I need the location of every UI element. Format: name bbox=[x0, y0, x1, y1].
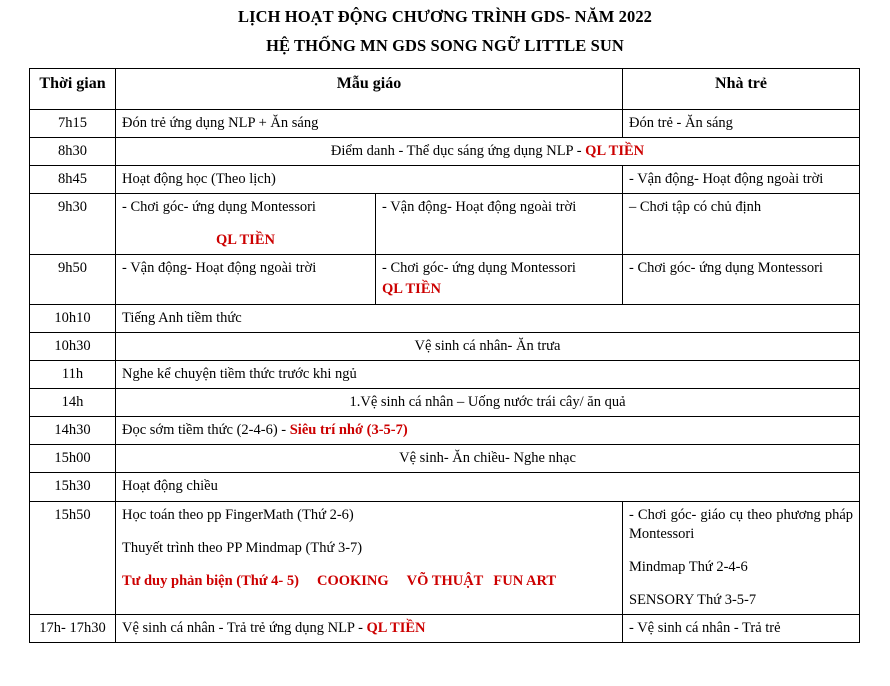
activity-text: Vệ sinh cá nhân - Trả trẻ ứng dụng NLP - bbox=[122, 620, 367, 636]
row-nursery-activity: - Vệ sinh cá nhân - Trả trẻ bbox=[623, 615, 860, 643]
row-preschool-activity bbox=[116, 615, 623, 643]
row-nursery-activity: – Chơi tập có chủ định bbox=[623, 194, 860, 254]
row-preschool-activity-b: - Vận động- Hoạt động ngoài trời bbox=[376, 194, 623, 254]
row-time-label: 9h50 bbox=[30, 254, 116, 304]
row-nursery-activity: Đón trẻ - Ăn sáng bbox=[623, 110, 860, 138]
highlight-part-3: VÕ THUẬT bbox=[406, 572, 484, 589]
row-preschool-activity: Đón trẻ ứng dụng NLP + Ăn sáng bbox=[116, 110, 623, 138]
table-row bbox=[30, 254, 860, 304]
row-nursery-activity: - Chơi góc- ứng dụng Montessori bbox=[623, 254, 860, 304]
page-title-secondary: HỆ THỐNG MN GDS SONG NGỮ LITTLE SUN bbox=[266, 35, 624, 55]
activity-highlight: Siêu trí nhớ (3-5-7) bbox=[289, 422, 408, 439]
row-time-label: 14h30 bbox=[30, 417, 116, 445]
column-header-nursery: Nhà trẻ bbox=[623, 69, 860, 110]
row-time-label: 10h10 bbox=[30, 304, 116, 332]
activity-text: - Chơi góc- ứng dụng Montessori bbox=[122, 199, 316, 216]
table-row bbox=[30, 389, 860, 417]
activity-line-2: Mindmap Thứ 2-4-6 bbox=[629, 558, 748, 575]
row-time-label: 11h bbox=[30, 360, 116, 388]
activity-schedule-table bbox=[29, 68, 860, 643]
column-header-time: Thời gian bbox=[30, 69, 116, 110]
activity-text: Điểm danh - Thể dục sáng ứng dụng NLP - bbox=[330, 143, 586, 160]
table-row bbox=[30, 473, 860, 501]
activity-highlight: QL TIỀN bbox=[382, 280, 441, 297]
row-nursery-activity: - Vận động- Hoạt động ngoài trời bbox=[623, 166, 860, 194]
table-row bbox=[30, 166, 860, 194]
table-row bbox=[30, 110, 860, 138]
row-time-label: 8h30 bbox=[30, 138, 116, 166]
column-header-preschool: Mẫu giáo bbox=[116, 69, 623, 110]
table-row bbox=[30, 138, 860, 166]
highlight-part-4: FUN ART bbox=[493, 572, 557, 589]
page-title-primary: LỊCH HOẠT ĐỘNG CHƯƠNG TRÌNH GDS- NĂM 2022 bbox=[237, 7, 653, 26]
row-time-label: 17h- 17h30 bbox=[30, 615, 116, 643]
row-time-label: 14h bbox=[30, 389, 116, 417]
row-time-label: 15h50 bbox=[30, 501, 116, 615]
table-row bbox=[30, 332, 860, 360]
activity-line-3: SENSORY Thứ 3-5-7 bbox=[629, 591, 757, 608]
row-time-label: 7h15 bbox=[30, 110, 116, 138]
activity-text: Đọc sớm tiềm thức (2-4-6) - bbox=[122, 422, 290, 439]
row-time-label: 9h30 bbox=[30, 194, 116, 254]
highlight-part-2: COOKING bbox=[316, 572, 389, 589]
row-fullspan-activity bbox=[116, 138, 860, 166]
row-time-label: 15h00 bbox=[30, 445, 116, 473]
activity-highlight: QL TIỀN bbox=[585, 143, 645, 160]
table-row bbox=[30, 501, 860, 615]
document-titles bbox=[0, 0, 890, 54]
row-preschool-activity-a: - Vận động- Hoạt động ngoài trời bbox=[116, 254, 376, 304]
row-nursery-activity bbox=[623, 501, 860, 615]
row-preschool-activity-b bbox=[376, 254, 623, 304]
activity-line-2: Thuyết trình theo PP Mindmap (Thứ 3-7) bbox=[122, 539, 363, 556]
activity-line-1: - Chơi góc- giáo cụ theo phương pháp Montessori bbox=[629, 506, 854, 542]
table-row bbox=[30, 445, 860, 473]
row-time-label: 8h45 bbox=[30, 166, 116, 194]
highlight-part-1: Tư duy phản biện (Thứ 4- 5) bbox=[122, 572, 299, 589]
table-header-row bbox=[30, 69, 860, 110]
row-fullspan-activity bbox=[116, 417, 860, 445]
row-time-label: 15h30 bbox=[30, 473, 116, 501]
row-fullspan-activity: Tiếng Anh tiềm thức bbox=[116, 304, 860, 332]
row-preschool-activity: Hoạt động học (Theo lịch) bbox=[116, 166, 623, 194]
row-fullspan-activity: Hoạt động chiều bbox=[116, 473, 860, 501]
row-time-label: 10h30 bbox=[30, 332, 116, 360]
row-fullspan-activity: Vệ sinh cá nhân- Ăn trưa bbox=[116, 332, 860, 360]
row-fullspan-activity: 1.Vệ sinh cá nhân – Uống nước trái cây/ ăn quả bbox=[116, 389, 860, 417]
table-row bbox=[30, 194, 860, 254]
activity-text: - Chơi góc- ứng dụng Montessori bbox=[382, 259, 576, 276]
row-preschool-activity-a bbox=[116, 194, 376, 254]
table-row bbox=[30, 360, 860, 388]
row-preschool-activity bbox=[116, 501, 623, 615]
row-fullspan-activity: Vệ sinh- Ăn chiều- Nghe nhạc bbox=[116, 445, 860, 473]
activity-line-1: Học toán theo pp FingerMath (Thứ 2-6) bbox=[122, 506, 354, 523]
activity-highlight: QL TIỀN bbox=[366, 620, 426, 636]
table-row bbox=[30, 304, 860, 332]
table-row bbox=[30, 615, 860, 643]
activity-highlight-line bbox=[122, 572, 616, 591]
activity-highlight: QL TIỀN bbox=[216, 231, 275, 248]
row-fullspan-activity: Nghe kể chuyện tiềm thức trước khi ngủ bbox=[116, 360, 860, 388]
table-row bbox=[30, 417, 860, 445]
